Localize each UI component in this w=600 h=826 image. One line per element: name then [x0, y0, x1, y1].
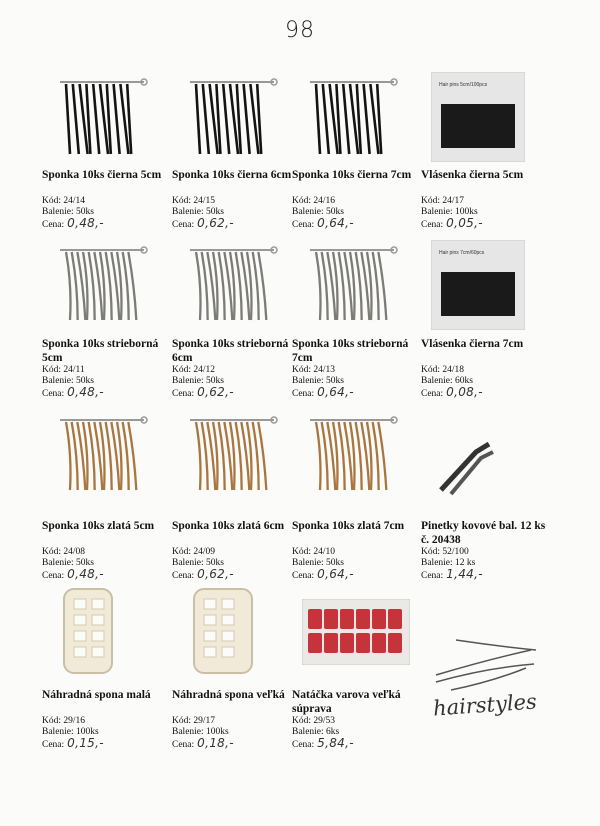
product-meta [421, 547, 483, 582]
product-code: Kód: 24/13 [292, 365, 336, 375]
product-price: Cena: 0,64,- [292, 216, 354, 230]
product-code: Kód: 24/18 [421, 365, 465, 375]
product-code: Kód: 29/16 [42, 716, 86, 726]
product-meta [172, 196, 234, 231]
product-code: Kód: 24/15 [172, 196, 216, 206]
product-meta [292, 716, 354, 751]
product-meta [42, 716, 104, 751]
product-packaging: Balenie: 50ks [172, 207, 224, 217]
product-code: Kód: 24/09 [172, 547, 216, 557]
product-meta [172, 365, 234, 400]
product-image [302, 72, 402, 167]
product-code: Kód: 29/17 [172, 716, 216, 726]
product-packaging: Balenie: 50ks [292, 558, 344, 568]
product-packaging: Balenie: 6ks [292, 727, 340, 737]
product-price: Cena: 5,84,- [292, 736, 354, 750]
product-meta [42, 365, 104, 400]
product-code: Kód: 29/53 [292, 716, 336, 726]
product-meta [421, 365, 483, 400]
product-price: Cena: 0,08,- [421, 385, 483, 399]
product-image [302, 410, 402, 505]
product-image [52, 240, 152, 335]
product-name: Vlásenka čierna 7cm [421, 338, 524, 350]
product-price: Cena: 0,62,- [172, 567, 234, 581]
product-image [431, 72, 525, 167]
product-image [52, 72, 152, 167]
product-image [60, 585, 116, 682]
product-image [52, 410, 152, 505]
product-image [431, 240, 525, 335]
product-name: Natáčka varova veľká súprava [292, 689, 401, 715]
product-code: Kód: 24/10 [292, 547, 336, 557]
product-meta [172, 716, 234, 751]
product-code: Kód: 24/16 [292, 196, 336, 206]
product-name: Sponka 10ks čierna 5cm [42, 169, 162, 181]
product-packaging: Balenie: 50ks [172, 376, 224, 386]
pack-label: Hair pins 7cm/60pcs [439, 250, 485, 256]
product-packaging: Balenie: 100ks [421, 207, 478, 217]
product-name: Sponka 10ks strieborná 7cm [292, 338, 409, 364]
pack-label: Hair pins 5cm/100pcs [439, 82, 488, 88]
product-name: Sponka 10ks čierna 6cm [172, 169, 292, 181]
product-code: Kód: 24/14 [42, 196, 86, 206]
product-meta [42, 196, 104, 231]
product-name: Vlásenka čierna 5cm [421, 169, 524, 181]
product-price: Cena: 0,48,- [42, 385, 104, 399]
product-packaging: Balenie: 50ks [42, 558, 94, 568]
product-image [190, 585, 256, 682]
product-packaging: Balenie: 50ks [172, 558, 224, 568]
product-packaging: Balenie: 50ks [42, 376, 94, 386]
product-packaging: Balenie: 50ks [42, 207, 94, 217]
product-code: Kód: 52/100 [421, 547, 469, 557]
product-name: Pinetky kovové bal. 12 ks č. 20438 [421, 520, 546, 546]
product-packaging: Balenie: 100ks [172, 727, 229, 737]
product-price: Cena: 0,64,- [292, 567, 354, 581]
product-name: Sponka 10ks zlatá 7cm [292, 520, 405, 532]
product-price: Cena: 0,62,- [172, 385, 234, 399]
product-price: Cena: 0,48,- [42, 216, 104, 230]
product-price: Cena: 1,44,- [421, 567, 483, 581]
product-meta [292, 365, 354, 400]
product-image [302, 599, 410, 670]
product-name: Sponka 10ks zlatá 6cm [172, 520, 285, 532]
product-image [431, 432, 501, 507]
product-name: Náhradná spona malá [42, 689, 151, 701]
product-code: Kód: 24/11 [42, 365, 85, 375]
product-packaging: Balenie: 60ks [421, 376, 473, 386]
product-meta [292, 547, 354, 582]
product-image [182, 72, 282, 167]
product-packaging: Balenie: 100ks [42, 727, 99, 737]
product-meta [42, 547, 104, 582]
product-name: Sponka 10ks zlatá 5cm [42, 520, 155, 532]
product-code: Kód: 24/12 [172, 365, 216, 375]
product-meta [421, 196, 483, 231]
product-image [182, 410, 282, 505]
product-image [182, 240, 282, 335]
product-price: Cena: 0,62,- [172, 216, 234, 230]
product-meta [172, 547, 234, 582]
product-name: Sponka 10ks čierna 7cm [292, 169, 412, 181]
product-image [302, 240, 402, 335]
product-name: Sponka 10ks strieborná 5cm [42, 338, 159, 364]
product-price: Cena: 0,18,- [172, 736, 234, 750]
product-meta [292, 196, 354, 231]
product-code: Kód: 24/08 [42, 547, 86, 557]
product-packaging: Balenie: 12 ks [421, 558, 476, 568]
page-number: 98 [285, 18, 315, 43]
product-code: Kód: 24/17 [421, 196, 465, 206]
product-price: Cena: 0,05,- [421, 216, 483, 230]
product-name: Náhradná spona veľká [172, 689, 285, 701]
product-price: Cena: 0,15,- [42, 736, 104, 750]
product-packaging: Balenie: 50ks [292, 207, 344, 217]
product-packaging: Balenie: 50ks [292, 376, 344, 386]
product-name: Sponka 10ks strieborná 6cm [172, 338, 289, 364]
hairstyles-script: hairstyles [432, 689, 538, 721]
product-price: Cena: 0,48,- [42, 567, 104, 581]
product-price: Cena: 0,64,- [292, 385, 354, 399]
